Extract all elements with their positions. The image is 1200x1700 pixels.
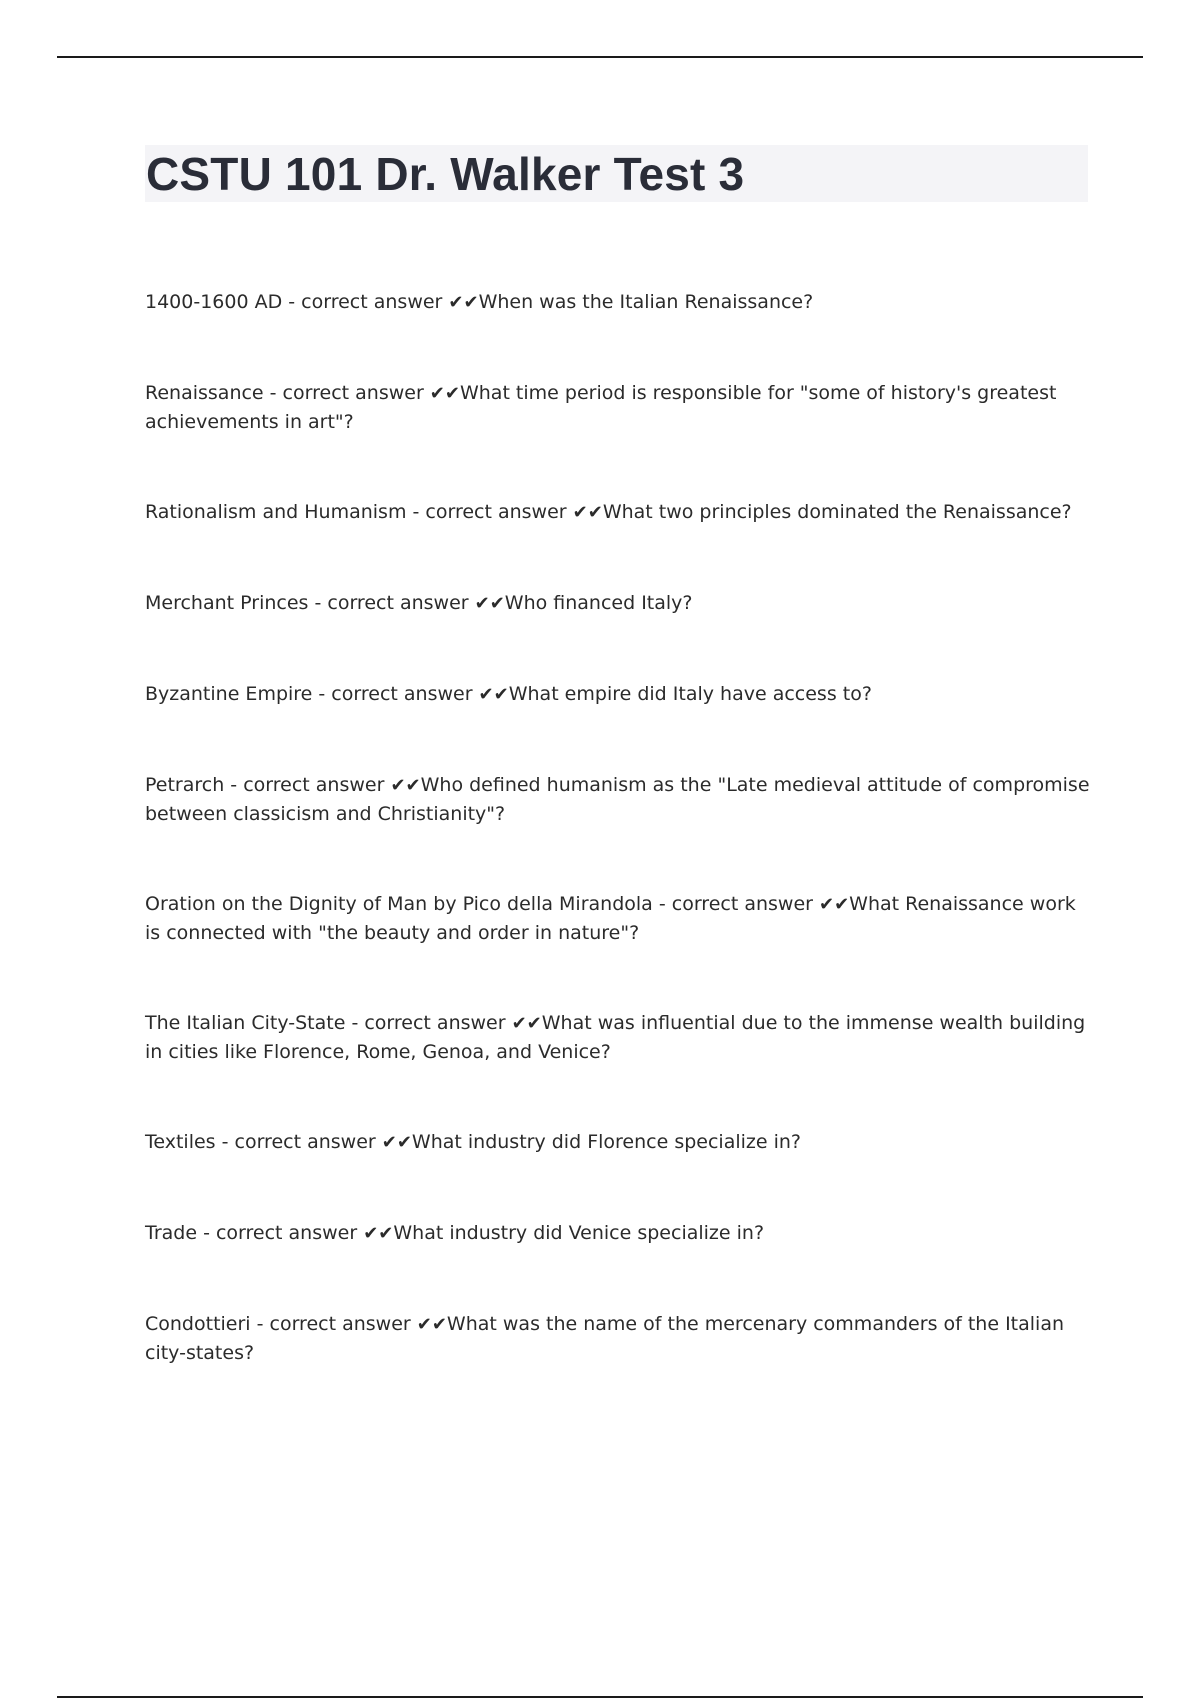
top-divider [57,56,1143,58]
check-icon: ✔✔ [474,593,505,614]
answer-text: Renaissance [145,382,264,404]
list-item [145,379,1090,437]
separator-text: - correct answer [652,893,819,915]
check-icon: ✔✔ [818,894,850,915]
list-item [145,589,1090,618]
separator-text: - correct answer [282,291,449,313]
answer-text: Byzantine Empire [145,683,313,705]
bottom-divider [57,1696,1143,1698]
answer-text: Petrarch [145,774,225,796]
list-item [145,771,1090,829]
list-item [145,1219,1090,1248]
question-text: What time period is responsible for "some of history's greatest achievements in art"? [145,382,1057,433]
question-text: What industry did Florence specialize in? [411,1131,802,1153]
answer-text: Textiles [145,1131,216,1153]
list-item [145,1128,1090,1157]
question-text: What empire did Italy have access to? [508,683,872,705]
separator-text: - correct answer [197,1222,364,1244]
check-icon: ✔✔ [363,1223,394,1244]
question-text: What Renaissance work is connected with "the beauty and order in nature"? [145,893,1076,944]
check-icon: ✔✔ [478,684,509,705]
answer-text: Condottieri [145,1313,251,1335]
separator-text: - correct answer [263,382,430,404]
list-item [145,1009,1090,1067]
separator-text: - correct answer [250,1313,417,1335]
question-text: What was influential due to the immense wealth building in cities like Florence, Rome, Genoa, and Venice? [145,1012,1086,1063]
check-icon: ✔✔ [511,1013,542,1034]
separator-text: - correct answer [345,1012,512,1034]
question-list [145,288,1090,1368]
list-item [145,1310,1090,1368]
list-item [145,498,1090,527]
question-text: What was the name of the mercenary commanders of the Italian city-states? [145,1313,1065,1364]
list-item [145,680,1090,709]
check-icon: ✔✔ [448,292,479,313]
separator-text: - correct answer [308,592,475,614]
separator-text: - correct answer [406,501,573,523]
list-item [145,288,1090,317]
list-item [145,890,1090,948]
question-text: Who financed Italy? [504,592,693,614]
answer-text: Merchant Princes [145,592,309,614]
question-text: What two principles dominated the Renaissance? [602,501,1072,523]
check-icon: ✔✔ [572,502,603,523]
separator-text: - correct answer [224,774,391,796]
page-title: CSTU 101 Dr. Walker Test 3 [146,148,745,200]
separator-text: - correct answer [215,1131,382,1153]
answer-text: Rationalism and Humanism [145,501,407,523]
check-icon: ✔✔ [390,775,421,796]
answer-text: The Italian City-State [145,1012,346,1034]
answer-text: Trade [145,1222,198,1244]
answer-text: Oration on the Dignity of Man by Pico della Mirandola [145,893,653,915]
answer-text: 1400-1600 AD [145,291,283,313]
question-text: What industry did Venice specialize in? [393,1222,765,1244]
question-text: When was the Italian Renaissance? [478,291,814,313]
check-icon: ✔✔ [416,1314,447,1335]
separator-text: - correct answer [312,683,479,705]
check-icon: ✔✔ [381,1132,412,1153]
question-text: Who defined humanism as the "Late medieval attitude of compromise between classicism and Christianity"? [145,774,1090,825]
check-icon: ✔✔ [429,383,460,404]
